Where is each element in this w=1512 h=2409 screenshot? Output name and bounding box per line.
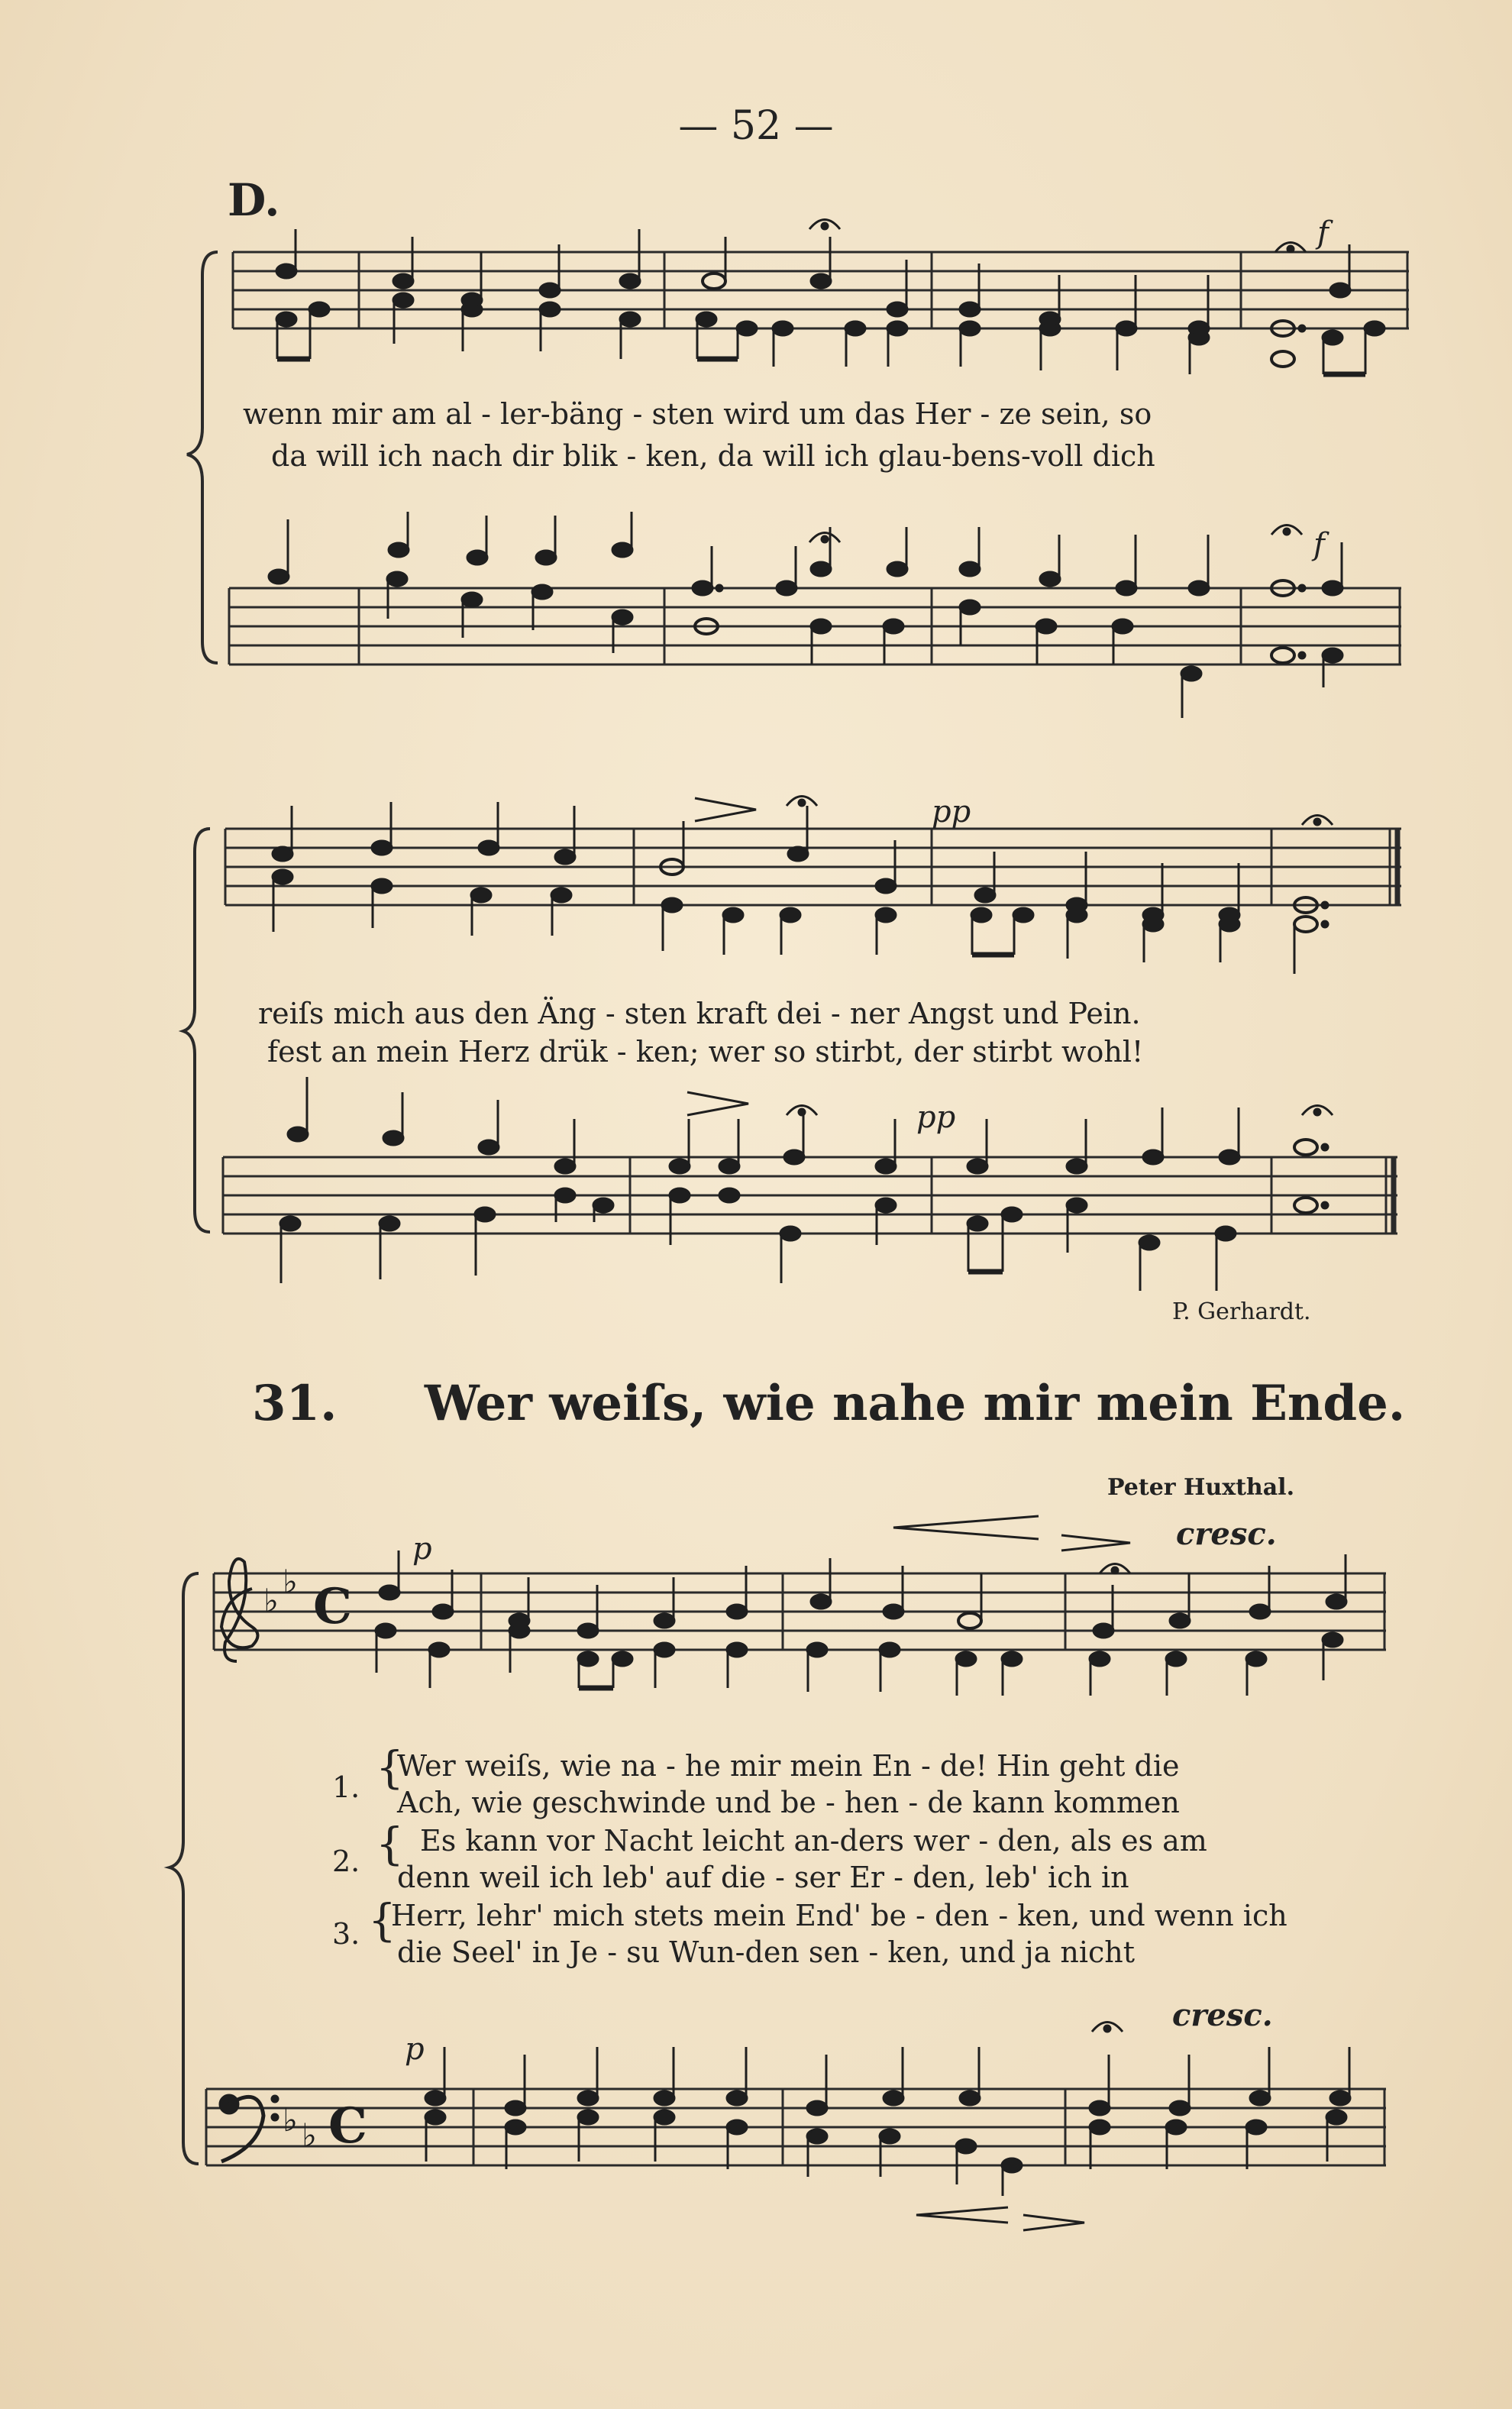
lyrics-line-1: wenn mir am al - ler-bäng - sten wird um das Her - ze sein, so <box>243 397 1152 431</box>
hymn-number: 31. <box>252 1375 338 1432</box>
verse-brace: { <box>376 1741 404 1793</box>
dynamic-piano-bass: p <box>405 2032 425 2067</box>
notes-system1-upper <box>276 220 1384 375</box>
svg-text:♭: ♭ <box>263 1582 279 1619</box>
lyricist-attribution: P. Gerhardt. <box>1172 1298 1311 1325</box>
dynamic-piano: p <box>412 1531 432 1567</box>
verse-number: 2. <box>332 1845 360 1878</box>
lyrics-line-3: reiſs mich aus den Äng - sten kraft dei - ner Angst und Pein. <box>258 997 1141 1030</box>
verse-line: Wer weiſs, wie na - he mir mein En - de! Hin geht die <box>397 1749 1180 1783</box>
svg-text:♭: ♭ <box>283 1563 298 1600</box>
verse-number: 1. <box>332 1770 360 1804</box>
notes-system1-lower <box>269 512 1342 718</box>
dynamic-forte: f <box>1317 215 1329 251</box>
verse-number: 3. <box>332 1917 360 1951</box>
verse-line: Ach, wie geschwinde und be - hen - de kann kommen <box>397 1786 1180 1819</box>
notes-system2-lower <box>280 1077 1333 1291</box>
dynamic-pp-upper: pp <box>932 794 971 829</box>
verse-line: die Seel' in Je - su Wun-den sen - ken, und ja nicht <box>397 1935 1136 1969</box>
verse-line: Es kann vor Nacht leicht an-ders wer - den, als es am <box>420 1824 1207 1858</box>
section-label: D. <box>228 174 280 226</box>
verse-brace: { <box>368 1894 396 1946</box>
staff-system2-upper <box>225 829 1401 905</box>
svg-text:C: C <box>328 2097 367 2155</box>
lyrics-line-2: da will ich nach dir blik - ken, da will ich glau-bens-voll dich <box>271 439 1155 473</box>
composer: Peter Huxthal. <box>1107 1474 1295 1501</box>
dynamic-pp-lower: pp <box>916 1100 956 1135</box>
verse-brace: { <box>376 1818 404 1870</box>
svg-text:♭: ♭ <box>302 2116 317 2154</box>
dynamic-cresc: cresc. <box>1176 1516 1277 1552</box>
svg-text:♭: ♭ <box>283 2101 298 2139</box>
staff-hymn-bass <box>206 2089 1386 2165</box>
verse-line: denn weil ich leb' auf die - ser Er - den, leb' ich in <box>397 1861 1129 1894</box>
hymn-title: Wer weiſs, wie nahe mir mein Ende. <box>424 1375 1406 1432</box>
dynamic-forte-lower: f <box>1313 527 1325 562</box>
hymn-title-row <box>252 1375 1405 1432</box>
dynamic-cresc-bass: cresc. <box>1172 1997 1273 2033</box>
svg-text:C: C <box>313 1578 352 1635</box>
staff-system1-upper <box>233 252 1409 328</box>
lyrics-line-4: fest an mein Herz drük - ken; wer so stirbt, der stirbt wohl! <box>267 1035 1144 1069</box>
page-number: — 52 — <box>678 103 834 149</box>
verse-line: Herr, lehr' mich stets mein End' be - den - ken, und wenn ich <box>391 1899 1287 1932</box>
